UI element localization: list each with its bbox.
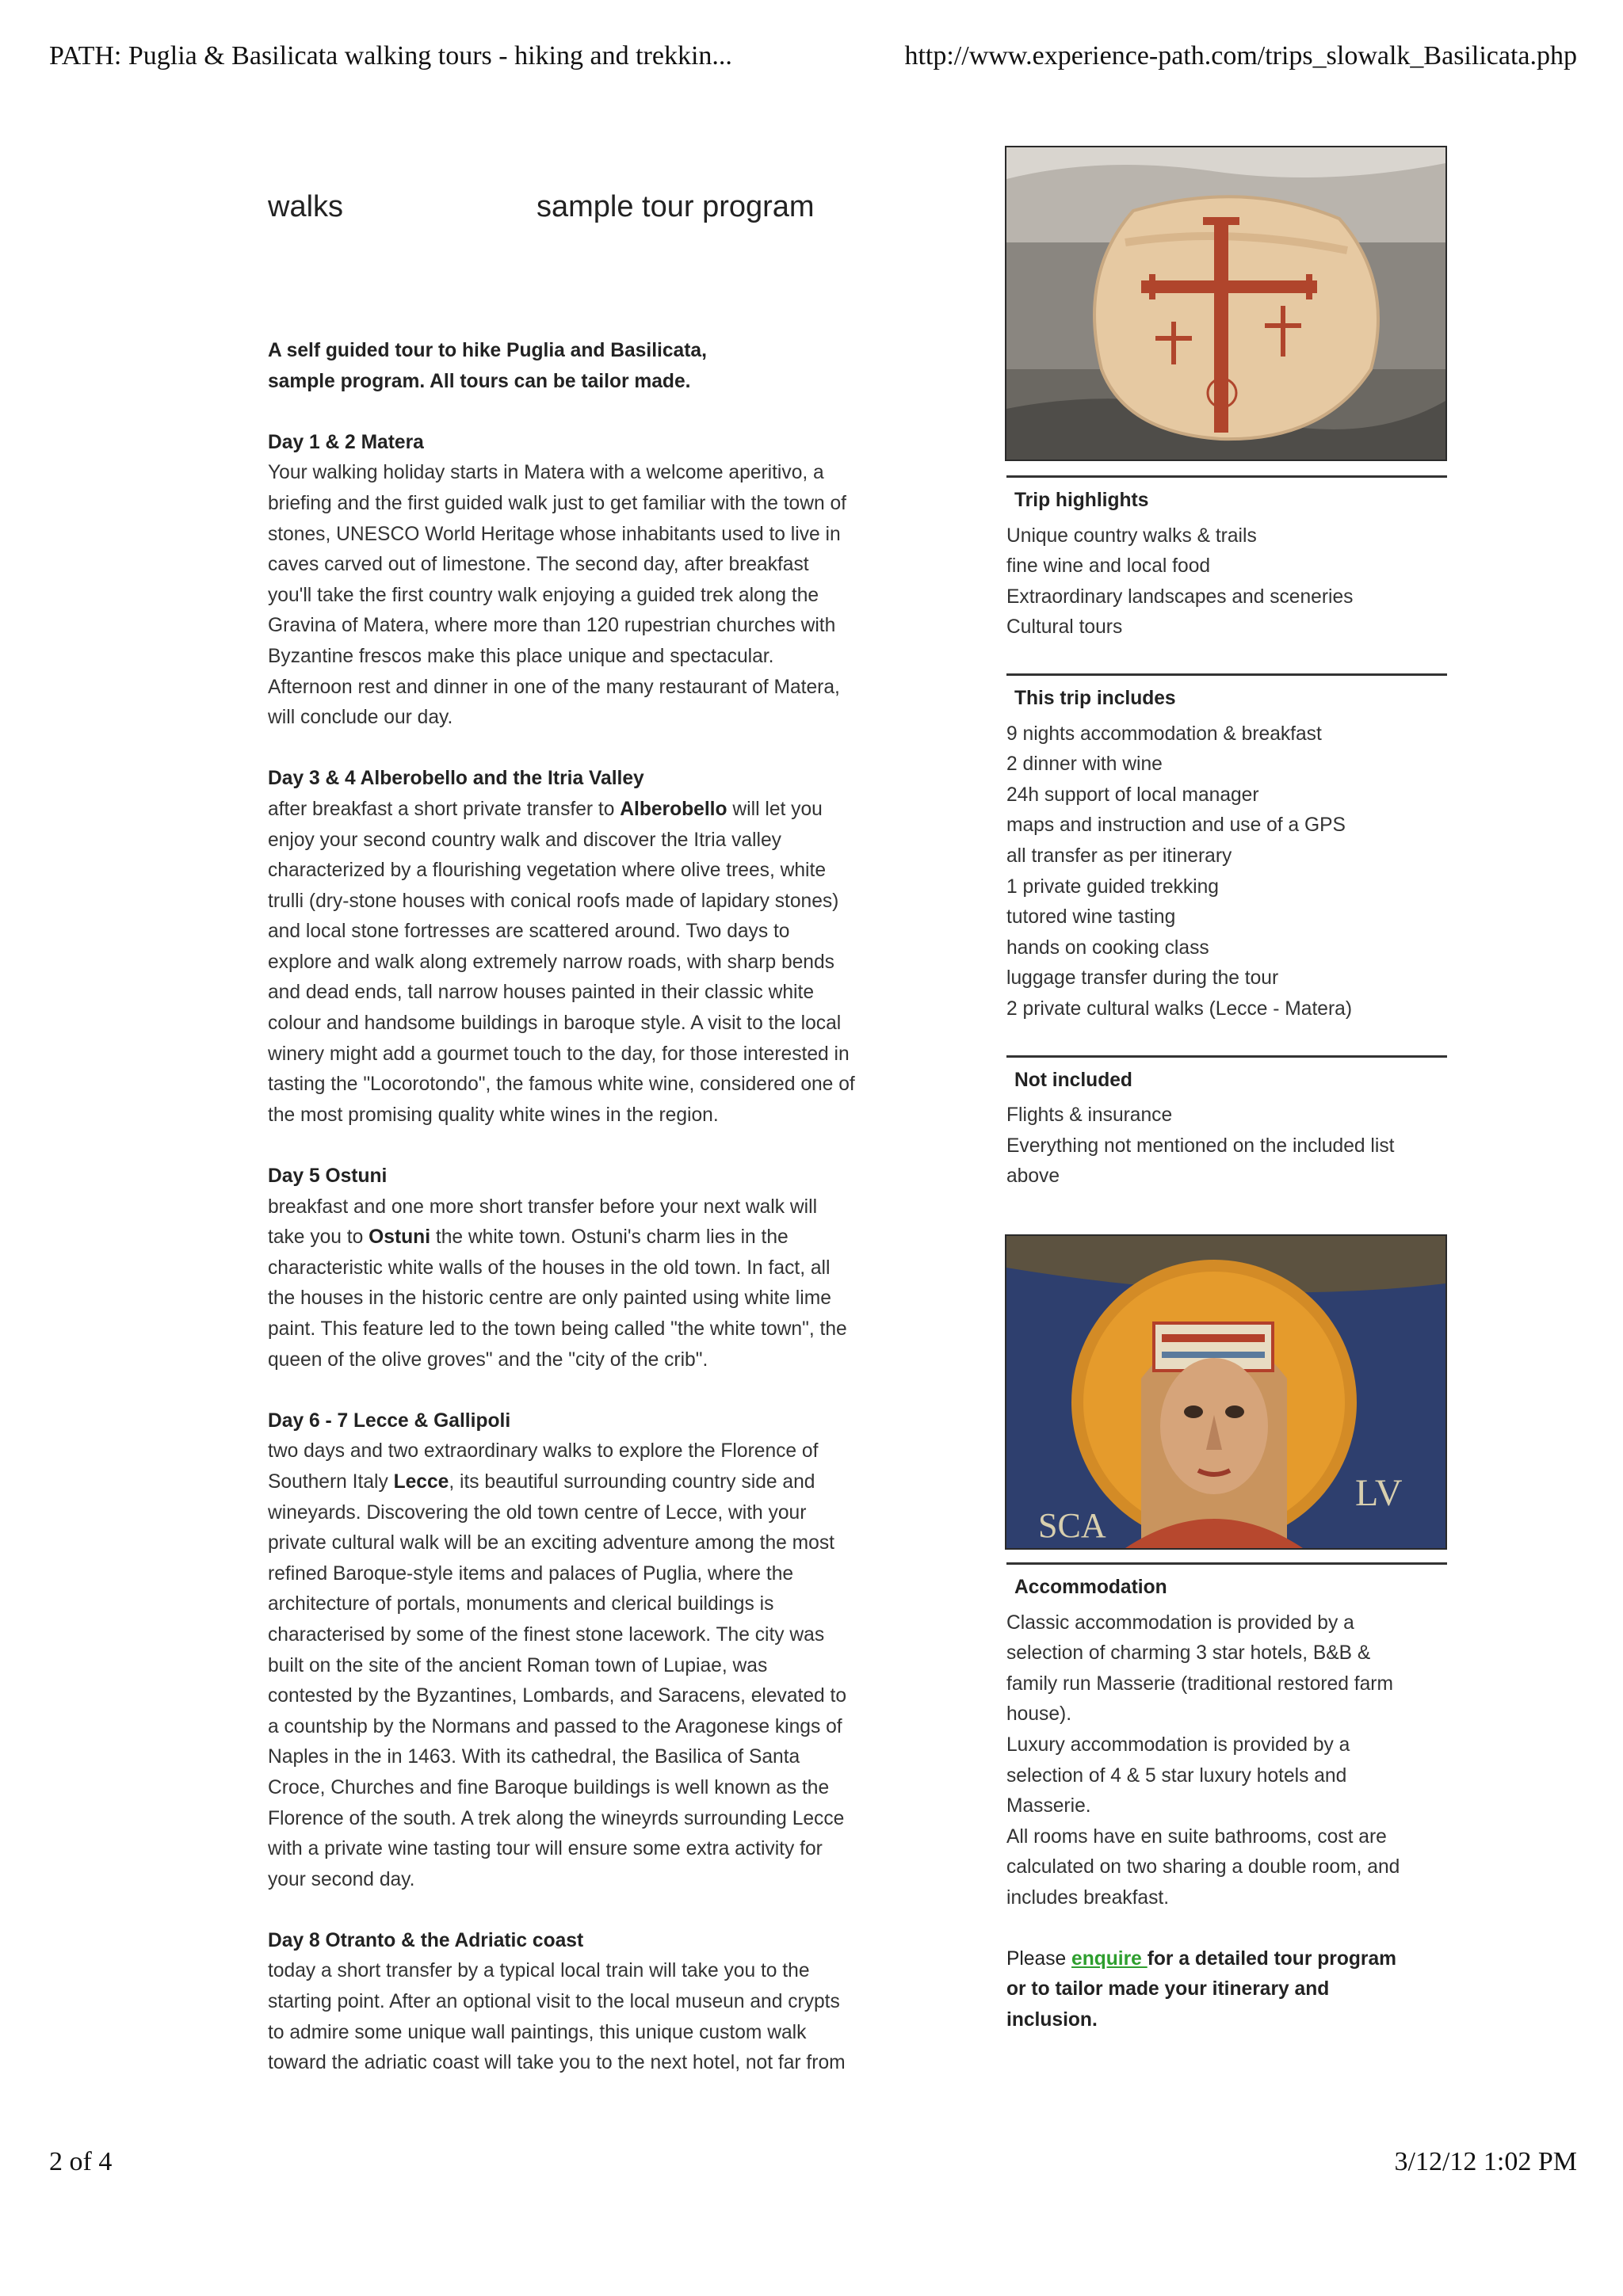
ostuni-name: Ostuni	[369, 1226, 431, 1249]
includes-item: all transfer as per itinerary	[1006, 845, 1232, 867]
accommodation-line: house).	[1006, 1703, 1072, 1726]
day-6-line: a countship by the Normans and passed to the Aragonese kings of	[268, 1715, 842, 1737]
day-3-line: colour and handsome buildings in baroque style. A visit to the local	[268, 1013, 842, 1035]
enquiry-text: Please enquire for a detailed tour program or to tailor made your itinerary and inclusion.	[1006, 1947, 1396, 2031]
day-3-line: trulli (dry-stone houses with conical roofs made of lapidary stones)	[268, 890, 839, 912]
day-3-line: tasting the "Locorotondo", the famous white wine, considered one of	[268, 1074, 855, 1096]
highlight-item: Extraordinary landscapes and sceneries	[1006, 585, 1354, 608]
day-8-title: Day 8 Otranto & the Adriatic coast	[268, 1929, 584, 1951]
day-6-line: with a private wine tasting tour will ensure some extra activity for	[268, 1838, 823, 1860]
accommodation-line: family run Masserie (traditional restored farm	[1006, 1672, 1393, 1695]
day-6-line: wineyards. Discovering the old town centre of Lecce, with your	[268, 1501, 807, 1524]
day-8-line: today a short transfer by a typical local train will take you to the	[268, 1960, 810, 1982]
day-3-line: the most promising quality white wines in the region.	[268, 1104, 719, 1126]
day-5-line: breakfast and one more short transfer before your next walk will	[268, 1196, 818, 1218]
not-included-item: Everything not mentioned on the included list	[1006, 1135, 1395, 1157]
day-6-line: Florence of the south. A trek along the wineyrds surrounding Lecce	[268, 1807, 845, 1829]
nav-sample-tour-program-link[interactable]: sample tour program	[537, 190, 815, 223]
day-6-line: Croce, Churches and fine Baroque buildings is well known as the	[268, 1776, 830, 1798]
includes-item: maps and instruction and use of a GPS	[1006, 814, 1346, 837]
day-6-line: architecture of portals, monuments and clerical buildings is	[268, 1593, 774, 1615]
highlight-item: fine wine and local food	[1006, 555, 1211, 578]
includes-item: luggage transfer during the tour	[1006, 967, 1279, 990]
includes-item: 1 private guided trekking	[1006, 875, 1219, 898]
accommodation-line: calculated on two sharing a double room, and	[1006, 1856, 1400, 1878]
print-footer	[0, 2147, 1623, 2195]
day-1-line: Your walking holiday starts in Matera with a welcome aperitivo, a	[268, 462, 824, 484]
day-3-line: enjoy your second country walk and discover the Itria valley	[268, 829, 781, 851]
includes-item: 9 nights accommodation & breakfast	[1006, 723, 1322, 745]
day-5-line: queen of the olive groves" and the "city of the crib".	[268, 1348, 708, 1371]
lecce-name: Lecce	[393, 1470, 449, 1493]
fresco-inscription-right: LV	[1355, 1472, 1403, 1514]
day-8-line: toward the adriatic coast will take you to the next hotel, not far from	[268, 2052, 846, 2074]
day-3-line: and local stone fortresses are scattered around. Two days to	[268, 921, 790, 943]
day-6-line: private cultural walk will be an exciting adventure among the most	[268, 1532, 834, 1554]
trip-includes-list	[1006, 719, 1447, 1025]
not-included-item: Flights & insurance	[1006, 1104, 1173, 1127]
includes-item: 2 dinner with wine	[1006, 753, 1163, 776]
day-1-line: Gravina of Matera, where more than 120 rupestrian churches with	[268, 615, 836, 637]
enquire-link[interactable]: enquire	[1071, 1947, 1148, 1970]
day-5-title: Day 5 Ostuni	[268, 1165, 388, 1188]
accommodation-line: selection of 4 & 5 star luxury hotels and	[1006, 1764, 1347, 1787]
day-6-line: contested by the Byzantines, Lombards, and Saracens, elevated to	[268, 1685, 847, 1707]
day-3-line: and dead ends, tall narrow houses painted in their classic white	[268, 982, 815, 1004]
day-5-line: characteristic white walls of the houses in the old town. In fact, all	[268, 1257, 831, 1279]
print-header	[0, 41, 1623, 89]
rock-cross-fresco-photo	[1006, 147, 1445, 460]
accommodation-line: selection of charming 3 star hotels, B&B &	[1006, 1642, 1371, 1665]
day-6-line: built on the site of the ancient Roman town of Lupiae, was	[268, 1654, 768, 1676]
day-3-line: winery might add a gourmet touch to the day, for those interested in	[268, 1043, 850, 1065]
includes-item: 2 private cultural walks (Lecce - Matera)	[1006, 997, 1353, 1020]
day-5-line: paint. This feature led to the town being called "the white town", the	[268, 1318, 847, 1340]
accommodation-line: Masserie.	[1006, 1795, 1091, 1817]
accommodation-line: Classic accommodation is provided by a	[1006, 1611, 1354, 1634]
not-included-title: Not included	[1006, 1055, 1447, 1101]
trip-highlights-list	[1006, 521, 1447, 643]
accommodation-line: All rooms have en suite bathrooms, cost are	[1006, 1825, 1387, 1848]
page-number: 2 of 4	[49, 2147, 113, 2176]
fresco-inscription-left: SCA	[1038, 1506, 1106, 1545]
day-6-line: Southern Italy Lecce, its beautiful surrounding country side and	[268, 1470, 815, 1493]
tour-program-text	[268, 336, 902, 2079]
highlight-item: Unique country walks & trails	[1006, 524, 1257, 547]
page-title: PATH: Puglia & Basilicata walking tours - hiking and trekkin...	[49, 41, 732, 71]
not-included-list	[1006, 1100, 1447, 1192]
day-6-line: two days and two extraordinary walks to explore the Florence of	[268, 1440, 819, 1463]
day-1-line: stones, UNESCO World Heritage whose inhabitants used to live in	[268, 523, 841, 545]
day-1-line: Afternoon rest and dinner in one of the many restaurant of Matera,	[268, 676, 840, 698]
day-5-line: the houses in the historic centre are only painted using white lime	[268, 1287, 831, 1310]
day-6-line: characterised by some of the finest stone lacework. The city was	[268, 1623, 825, 1646]
includes-item: hands on cooking class	[1006, 936, 1209, 959]
day-8-line: starting point. After an optional visit to the local museun and crypts	[268, 1991, 840, 2013]
day-3-title: Day 3 & 4 Alberobello and the Itria Valley	[268, 768, 644, 790]
nav-walks-link[interactable]: walks	[268, 190, 344, 223]
day-6-line: your second day.	[268, 1868, 415, 1890]
accommodation-text	[1006, 1608, 1447, 1914]
trip-highlights-title: Trip highlights	[1006, 475, 1447, 521]
not-included-item: above	[1006, 1165, 1060, 1188]
day-1-line: briefing and the first guided walk just to get familiar with the town of	[268, 492, 846, 514]
intro-line-2: sample program. All tours can be tailor made.	[268, 370, 691, 392]
accommodation-title: Accommodation	[1006, 1562, 1447, 1608]
day-5-line: take you to Ostuni the white town. Ostuni's charm lies in the	[268, 1226, 789, 1249]
trip-info-sidebar	[1006, 475, 1447, 1192]
saint-fresco-photo	[1006, 1236, 1445, 1548]
day-1-line: Byzantine frescos make this place unique and spectacular.	[268, 645, 774, 667]
day-3-line: after breakfast a short private transfer to Alberobello will let you	[268, 798, 823, 820]
accommodation-line: includes breakfast.	[1006, 1886, 1170, 1909]
day-6-line: Naples in the in 1463. With its cathedral, the Basilica of Santa	[268, 1746, 800, 1768]
day-6-line: refined Baroque-style items and palaces of Puglia, where the	[268, 1562, 794, 1585]
highlight-item: Cultural tours	[1006, 616, 1123, 639]
day-1-title: Day 1 & 2 Matera	[268, 431, 424, 453]
trip-includes-title: This trip includes	[1006, 673, 1447, 719]
day-8-line: to admire some unique wall paintings, this unique custom walk	[268, 2021, 807, 2043]
includes-item: 24h support of local manager	[1006, 784, 1259, 806]
accommodation-section	[1006, 1562, 1447, 2035]
day-1-line: you'll take the first country walk enjoying a guided trek along the	[268, 584, 819, 606]
includes-item: tutored wine tasting	[1006, 906, 1176, 929]
day-6-title: Day 6 - 7 Lecce & Gallipoli	[268, 1409, 511, 1432]
intro-line-1: A self guided tour to hike Puglia and Basilicata,	[268, 340, 707, 361]
print-timestamp: 3/12/12 1:02 PM	[1394, 2147, 1577, 2176]
accommodation-line: Luxury accommodation is provided by a	[1006, 1733, 1350, 1756]
day-1-line: caves carved out of limestone. The second day, after breakfast	[268, 554, 809, 576]
day-3-line: characterized by a flourishing vegetation where olive trees, white	[268, 860, 827, 882]
day-1-line: will conclude our day.	[268, 707, 453, 729]
alberobello-name: Alberobello	[620, 798, 727, 820]
page-url[interactable]: http://www.experience-path.com/trips_slowalk_Basilicata.php	[904, 41, 1577, 71]
day-3-line: explore and walk along extremely narrow roads, with sharp bends	[268, 951, 834, 973]
